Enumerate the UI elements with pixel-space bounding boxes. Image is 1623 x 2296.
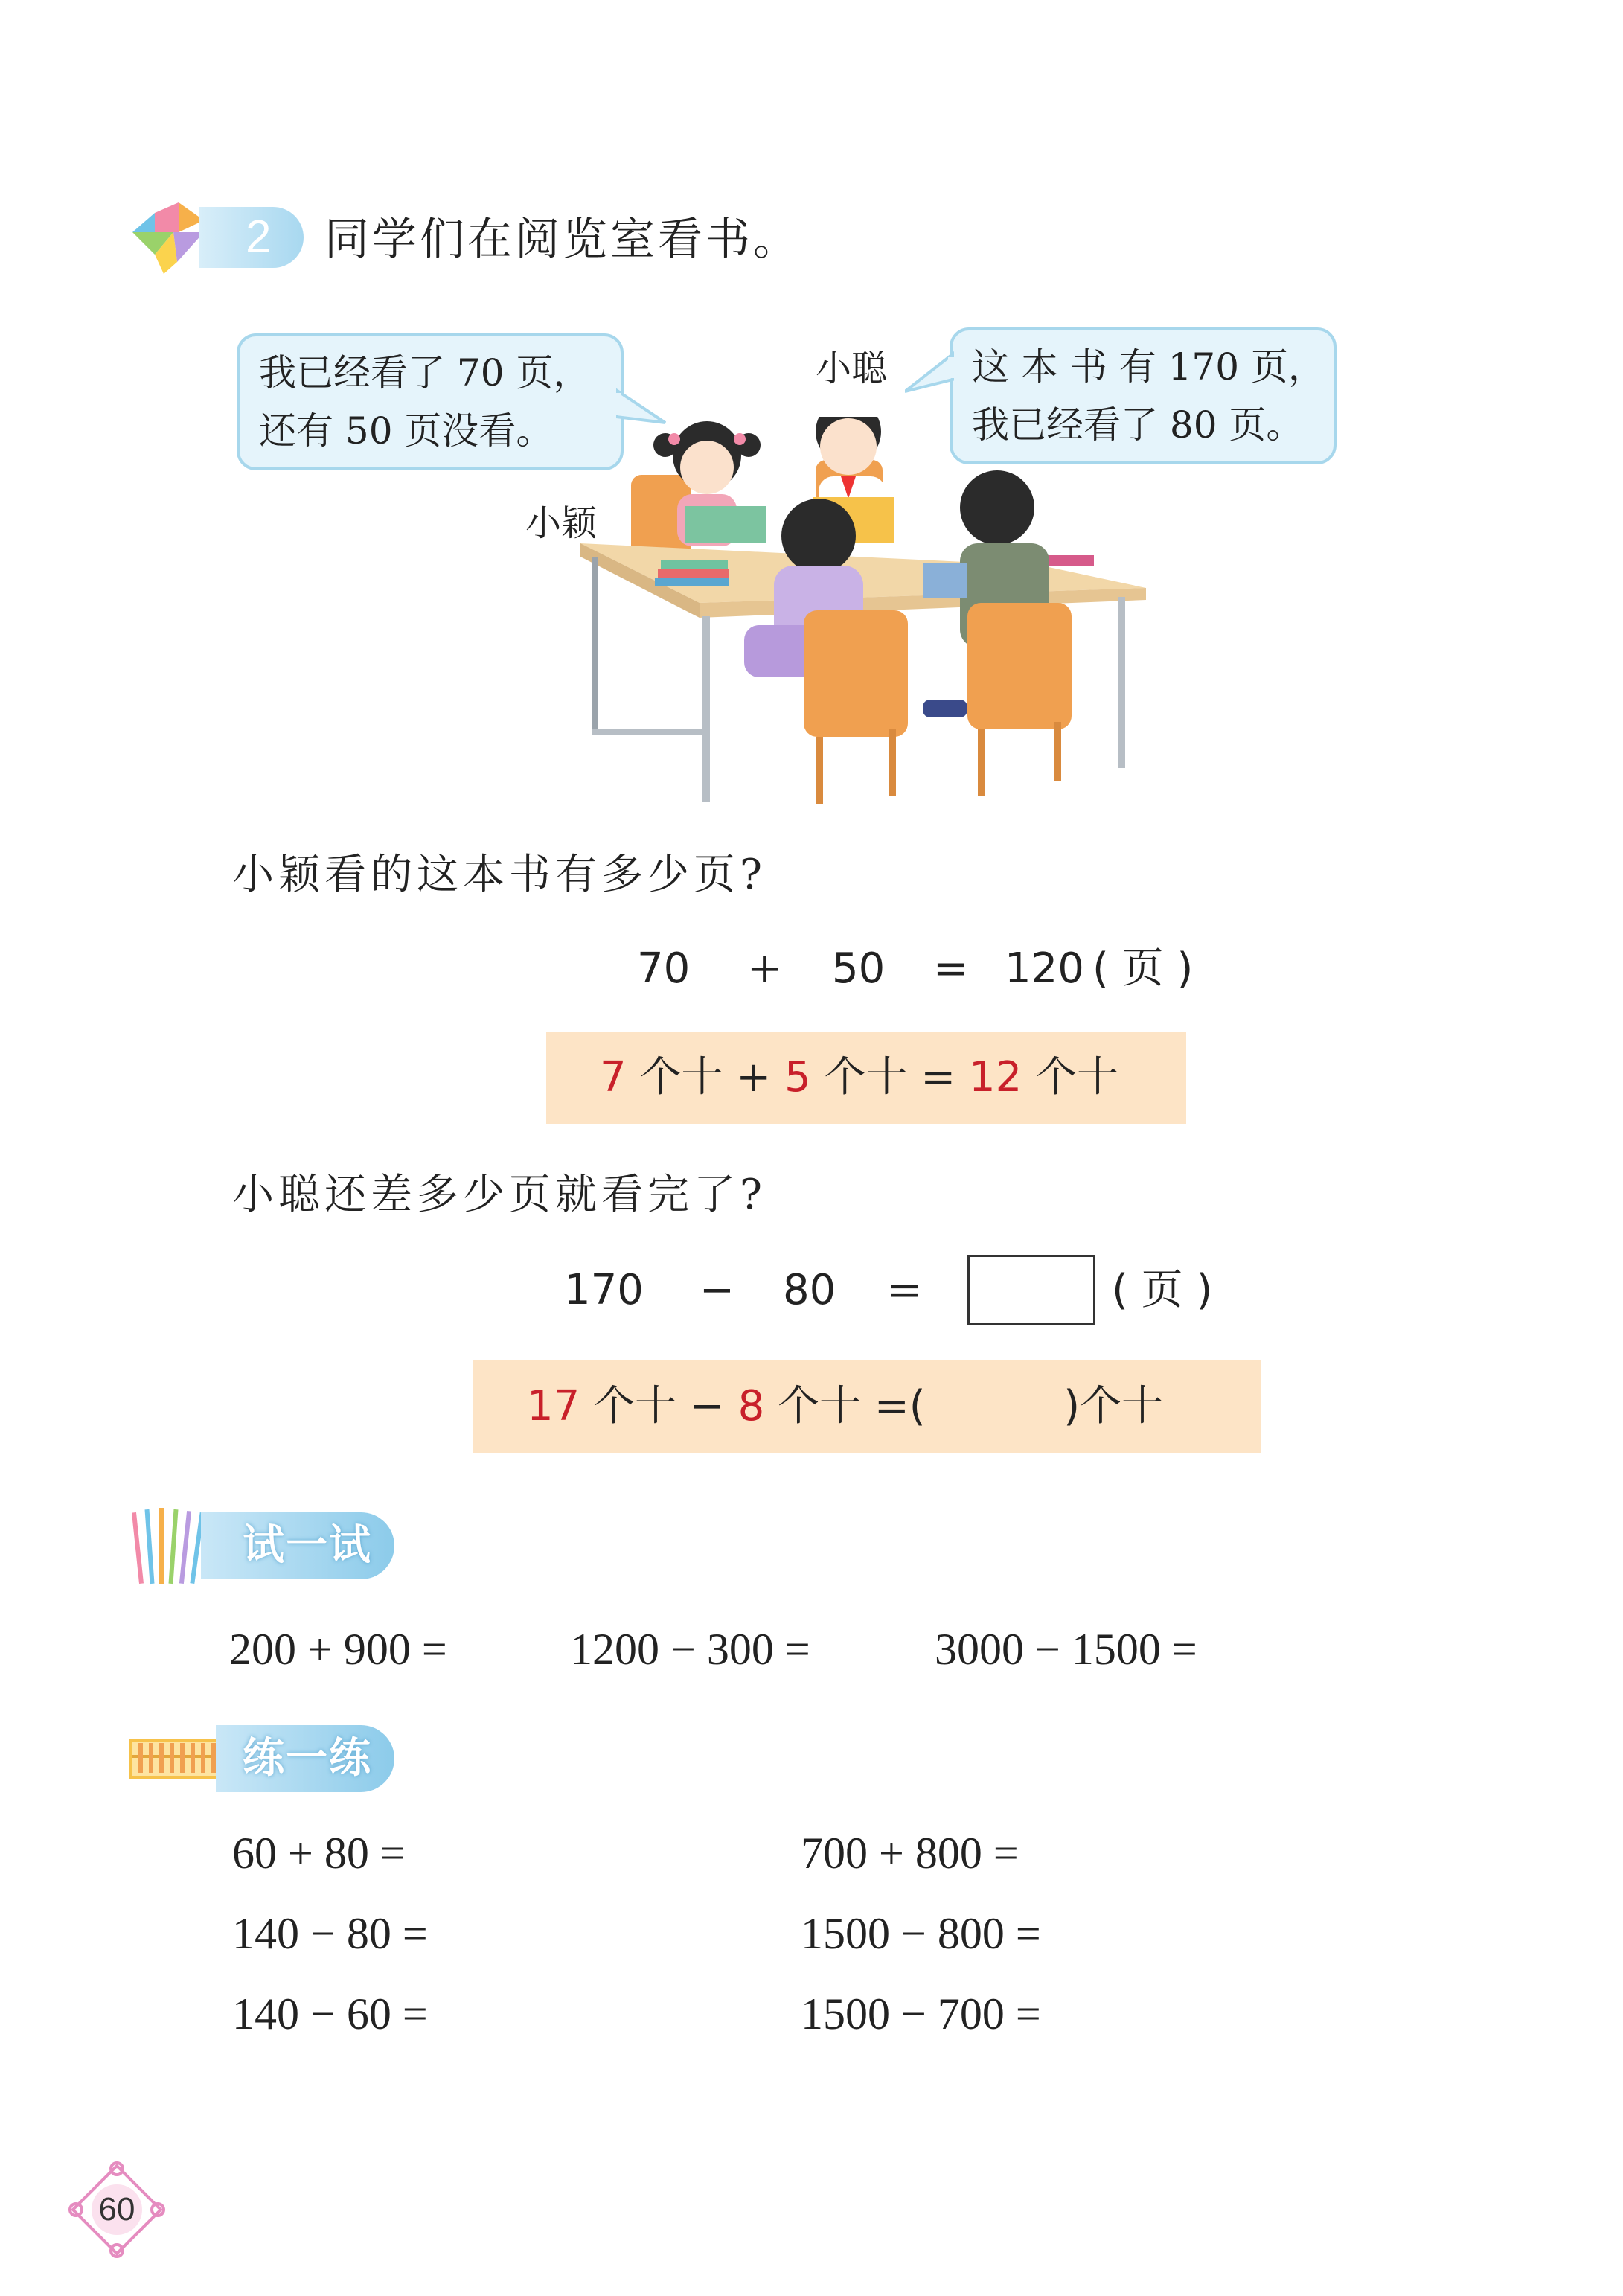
hint-number: 5: [784, 1053, 811, 1101]
hint-text: 个十 +: [639, 1053, 772, 1101]
operand-a: 70: [637, 944, 691, 993]
hint-text: 个十 =: [824, 1053, 956, 1101]
bubble-line: 我已经看了 70 页，: [259, 351, 591, 394]
operator-plus: +: [747, 944, 782, 993]
operand-a: 170: [564, 1266, 644, 1314]
section-title: 同学们在阅览室看书。: [324, 214, 801, 266]
operator-minus: −: [700, 1266, 734, 1314]
hint-box-1: [546, 1032, 1186, 1124]
page-number: 60: [98, 2191, 135, 2228]
equation-1: [0, 939, 1623, 999]
hint-number: 8: [737, 1382, 765, 1430]
equals-sign: =: [933, 944, 968, 993]
hint-text: )个十: [1063, 1382, 1164, 1430]
practice-section-badge: 练一练: [216, 1725, 394, 1792]
practice-exercise-left-3: 140 − 60 =: [232, 1989, 428, 2038]
hint-text: 个十 =(: [778, 1382, 926, 1430]
equals-sign: =: [887, 1266, 922, 1314]
hint-text: 个十: [1035, 1053, 1119, 1101]
result-value: 120: [1005, 944, 1084, 993]
bubble-tail: [905, 350, 954, 394]
question-2-text: 小聪还差多少页就看完了?: [232, 1171, 767, 1219]
bubble-line: 这 本 书 有 170 页，: [972, 345, 1325, 388]
reading-room-illustration: [521, 417, 1176, 804]
xiaocong-name: 小聪: [816, 348, 888, 389]
practice-exercise-left-2: 140 − 80 =: [232, 1909, 428, 1958]
xiaoying-name: 小颖: [525, 502, 598, 544]
section-number: 2: [199, 207, 304, 268]
unit-label: ( 页 ): [1112, 1266, 1213, 1314]
unit-label: ( 页 ): [1092, 944, 1194, 993]
operand-b: 80: [783, 1266, 836, 1314]
try-exercise-1: 200 + 900 =: [229, 1625, 447, 1674]
answer-input-box[interactable]: [967, 1255, 1095, 1325]
hint-number: 7: [600, 1053, 627, 1101]
practice-exercise-right-3: 1500 − 700 =: [801, 1989, 1041, 2038]
try-exercise-3: 3000 − 1500 =: [935, 1625, 1197, 1674]
try-exercise-2: 1200 − 300 =: [570, 1625, 810, 1674]
hint-text: 个十 −: [593, 1382, 725, 1430]
practice-exercise-right-2: 1500 − 800 =: [801, 1909, 1041, 1958]
try-section-badge: 试一试: [201, 1512, 394, 1579]
equation-2: [0, 1261, 1623, 1332]
operand-b: 50: [832, 944, 886, 993]
page-number-badge: [68, 2161, 165, 2258]
hint-number: 17: [527, 1382, 580, 1430]
hint-number: 12: [969, 1053, 1022, 1101]
hint-box-2: [473, 1360, 1261, 1453]
bubble-line: 我已经看了 80 页。: [972, 403, 1304, 447]
practice-exercise-left-1: 60 + 80 =: [232, 1829, 406, 1878]
practice-exercise-right-1: 700 + 800 =: [801, 1829, 1019, 1878]
bubble-line: 还有 50 页没看。: [259, 409, 554, 453]
question-1-text: 小颖看的这本书有多少页?: [232, 851, 767, 899]
